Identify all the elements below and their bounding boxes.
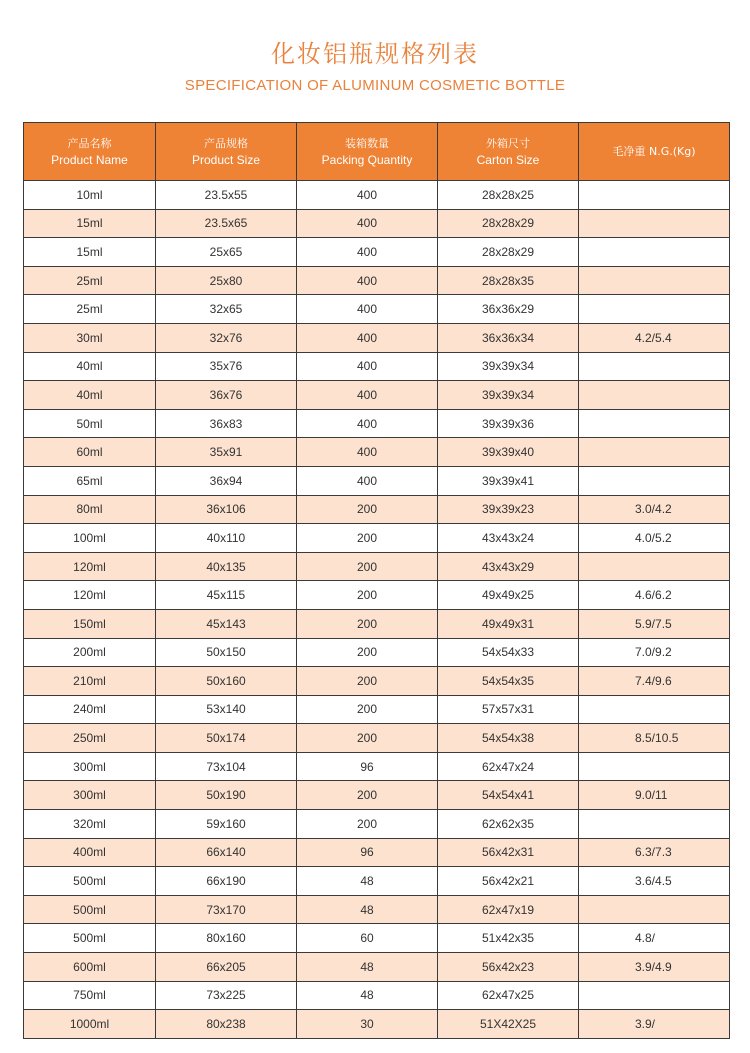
cell-product-name: 15ml xyxy=(24,209,156,238)
cell-product-size: 36x76 xyxy=(156,381,297,410)
header-en-label: Packing Quantity xyxy=(321,152,413,167)
header-cn-label: 毛净重 N.G.(Kg) xyxy=(612,144,696,158)
cell-packing-quantity: 96 xyxy=(297,838,438,867)
table-row xyxy=(24,381,730,410)
cell-weight: 3.6/4.5 xyxy=(579,867,730,896)
cell-packing-quantity: 60 xyxy=(297,924,438,953)
table-row xyxy=(24,752,730,781)
table-row xyxy=(24,438,730,467)
cell-weight xyxy=(579,381,730,410)
table-row xyxy=(24,695,730,724)
cell-weight xyxy=(579,409,730,438)
table-row xyxy=(24,524,730,553)
cell-carton-size: 28x28x29 xyxy=(438,238,579,267)
cell-product-name: 600ml xyxy=(24,953,156,982)
header-cn-label: 产品名称 xyxy=(67,136,112,150)
cell-carton-size: 36x36x29 xyxy=(438,295,579,324)
cell-product-name: 10ml xyxy=(24,181,156,210)
cell-carton-size: 62x47x19 xyxy=(438,895,579,924)
specification-table xyxy=(23,122,730,1039)
cell-product-name: 80ml xyxy=(24,495,156,524)
cell-product-name: 300ml xyxy=(24,752,156,781)
table-row xyxy=(24,981,730,1010)
cell-product-size: 50x174 xyxy=(156,724,297,753)
cell-carton-size: 43x43x24 xyxy=(438,524,579,553)
cell-product-size: 80x160 xyxy=(156,924,297,953)
cell-carton-size: 62x47x24 xyxy=(438,752,579,781)
cell-product-name: 25ml xyxy=(24,295,156,324)
cell-weight xyxy=(579,295,730,324)
cell-weight: 4.8/ xyxy=(579,924,730,953)
cell-product-size: 36x94 xyxy=(156,466,297,495)
cell-product-size: 73x225 xyxy=(156,981,297,1010)
cell-product-size: 23.5x65 xyxy=(156,209,297,238)
cell-weight xyxy=(579,266,730,295)
header-row xyxy=(24,123,730,181)
table-row xyxy=(24,409,730,438)
cell-carton-size: 49x49x31 xyxy=(438,609,579,638)
cell-packing-quantity: 400 xyxy=(297,466,438,495)
table-row xyxy=(24,838,730,867)
table-row xyxy=(24,724,730,753)
header-cn-label: 外箱尺寸 xyxy=(486,136,530,150)
cell-carton-size: 54x54x38 xyxy=(438,724,579,753)
cell-product-size: 25x65 xyxy=(156,238,297,267)
cell-packing-quantity: 400 xyxy=(297,209,438,238)
cell-weight: 8.5/10.5 xyxy=(579,724,730,753)
table-row xyxy=(24,867,730,896)
cell-weight xyxy=(579,981,730,1010)
header-en-label: Carton Size xyxy=(476,152,540,167)
cell-weight: 5.9/7.5 xyxy=(579,609,730,638)
page-title-chinese: 化妆铝瓶规格列表 xyxy=(271,40,479,68)
cell-carton-size: 54x54x33 xyxy=(438,638,579,667)
header-carton-size xyxy=(438,123,579,181)
cell-packing-quantity: 400 xyxy=(297,323,438,352)
cell-product-size: 50x150 xyxy=(156,638,297,667)
cell-product-name: 120ml xyxy=(24,552,156,581)
cell-product-size: 40x110 xyxy=(156,524,297,553)
cell-carton-size: 62x62x35 xyxy=(438,810,579,839)
cell-weight xyxy=(579,810,730,839)
table-row xyxy=(24,810,730,839)
table-row xyxy=(24,295,730,324)
cell-product-name: 750ml xyxy=(24,981,156,1010)
cell-weight: 9.0/11 xyxy=(579,781,730,810)
table-row xyxy=(24,895,730,924)
cell-weight xyxy=(579,352,730,381)
cell-carton-size: 39x39x34 xyxy=(438,381,579,410)
cell-weight xyxy=(579,695,730,724)
header-product-name xyxy=(24,123,156,181)
cell-carton-size: 39x39x40 xyxy=(438,438,579,467)
table-row xyxy=(24,953,730,982)
cell-carton-size: 54x54x35 xyxy=(438,667,579,696)
table-row xyxy=(24,1010,730,1039)
table-row xyxy=(24,181,730,210)
cell-weight xyxy=(579,181,730,210)
cell-product-size: 53x140 xyxy=(156,695,297,724)
cell-packing-quantity: 96 xyxy=(297,752,438,781)
header-en-label: Product Size xyxy=(191,152,261,167)
cell-weight xyxy=(579,752,730,781)
cell-packing-quantity: 200 xyxy=(297,581,438,610)
cell-weight: 7.4/9.6 xyxy=(579,667,730,696)
cell-product-name: 60ml xyxy=(24,438,156,467)
cell-weight xyxy=(579,209,730,238)
cell-packing-quantity: 200 xyxy=(297,495,438,524)
cell-packing-quantity: 200 xyxy=(297,524,438,553)
cell-packing-quantity: 200 xyxy=(297,552,438,581)
cell-product-name: 120ml xyxy=(24,581,156,610)
cell-product-name: 240ml xyxy=(24,695,156,724)
cell-weight: 4.0/5.2 xyxy=(579,524,730,553)
cell-product-size: 36x106 xyxy=(156,495,297,524)
table-row xyxy=(24,924,730,953)
page-title-english: SPECIFICATION OF ALUMINUM COSMETIC BOTTLE xyxy=(184,77,566,94)
cell-product-size: 35x91 xyxy=(156,438,297,467)
cell-packing-quantity: 48 xyxy=(297,867,438,896)
header-packing-quantity xyxy=(297,123,438,181)
cell-packing-quantity: 400 xyxy=(297,266,438,295)
cell-weight: 4.2/5.4 xyxy=(579,323,730,352)
cell-carton-size: 56x42x31 xyxy=(438,838,579,867)
cell-product-name: 25ml xyxy=(24,266,156,295)
cell-packing-quantity: 200 xyxy=(297,638,438,667)
cell-carton-size: 39x39x41 xyxy=(438,466,579,495)
cell-weight: 3.0/4.2 xyxy=(579,495,730,524)
table-row xyxy=(24,638,730,667)
cell-carton-size: 51X42X25 xyxy=(438,1010,579,1039)
cell-carton-size: 39x39x36 xyxy=(438,409,579,438)
cell-carton-size: 28x28x25 xyxy=(438,181,579,210)
table-row xyxy=(24,352,730,381)
cell-weight: 7.0/9.2 xyxy=(579,638,730,667)
cell-product-name: 250ml xyxy=(24,724,156,753)
cell-product-size: 73x170 xyxy=(156,895,297,924)
cell-carton-size: 51x42x35 xyxy=(438,924,579,953)
cell-weight xyxy=(579,895,730,924)
table-row xyxy=(24,466,730,495)
table-row xyxy=(24,552,730,581)
cell-product-name: 100ml xyxy=(24,524,156,553)
cell-carton-size: 57x57x31 xyxy=(438,695,579,724)
cell-packing-quantity: 400 xyxy=(297,409,438,438)
cell-product-name: 200ml xyxy=(24,638,156,667)
cell-product-name: 65ml xyxy=(24,466,156,495)
cell-product-size: 40x135 xyxy=(156,552,297,581)
cell-packing-quantity: 400 xyxy=(297,438,438,467)
cell-weight: 3.9/ xyxy=(579,1010,730,1039)
header-product-size xyxy=(156,123,297,181)
cell-weight: 3.9/4.9 xyxy=(579,953,730,982)
cell-carton-size: 39x39x23 xyxy=(438,495,579,524)
cell-carton-size: 36x36x34 xyxy=(438,323,579,352)
header-cn-label: 产品规格 xyxy=(204,136,248,150)
cell-product-name: 1000ml xyxy=(24,1010,156,1039)
table-row xyxy=(24,667,730,696)
cell-product-name: 500ml xyxy=(24,924,156,953)
table-row xyxy=(24,581,730,610)
cell-weight xyxy=(579,438,730,467)
table-row xyxy=(24,781,730,810)
cell-carton-size: 49x49x25 xyxy=(438,581,579,610)
table-row xyxy=(24,609,730,638)
header-cn-label: 装箱数量 xyxy=(345,136,389,150)
cell-packing-quantity: 200 xyxy=(297,695,438,724)
cell-carton-size: 39x39x34 xyxy=(438,352,579,381)
cell-product-size: 45x143 xyxy=(156,609,297,638)
table-row xyxy=(24,209,730,238)
cell-product-size: 35x76 xyxy=(156,352,297,381)
cell-packing-quantity: 200 xyxy=(297,724,438,753)
table-header xyxy=(24,123,730,181)
cell-packing-quantity: 400 xyxy=(297,181,438,210)
cell-carton-size: 54x54x41 xyxy=(438,781,579,810)
cell-product-size: 50x160 xyxy=(156,667,297,696)
cell-weight xyxy=(579,466,730,495)
cell-packing-quantity: 48 xyxy=(297,953,438,982)
cell-weight xyxy=(579,552,730,581)
cell-packing-quantity: 200 xyxy=(297,781,438,810)
cell-packing-quantity: 200 xyxy=(297,667,438,696)
cell-weight xyxy=(579,238,730,267)
cell-packing-quantity: 200 xyxy=(297,810,438,839)
cell-product-size: 45x115 xyxy=(156,581,297,610)
cell-packing-quantity: 400 xyxy=(297,295,438,324)
cell-product-name: 400ml xyxy=(24,838,156,867)
cell-packing-quantity: 48 xyxy=(297,981,438,1010)
cell-weight: 6.3/7.3 xyxy=(579,838,730,867)
cell-packing-quantity: 400 xyxy=(297,238,438,267)
cell-product-name: 40ml xyxy=(24,352,156,381)
cell-product-name: 300ml xyxy=(24,781,156,810)
cell-product-size: 66x140 xyxy=(156,838,297,867)
cell-product-size: 80x238 xyxy=(156,1010,297,1039)
cell-carton-size: 56x42x21 xyxy=(438,867,579,896)
cell-product-size: 23.5x55 xyxy=(156,181,297,210)
cell-product-size: 66x205 xyxy=(156,953,297,982)
header-gross-net-weight xyxy=(579,123,730,181)
cell-product-name: 500ml xyxy=(24,895,156,924)
cell-packing-quantity: 200 xyxy=(297,609,438,638)
cell-product-size: 50x190 xyxy=(156,781,297,810)
cell-product-name: 30ml xyxy=(24,323,156,352)
cell-packing-quantity: 30 xyxy=(297,1010,438,1039)
cell-carton-size: 28x28x35 xyxy=(438,266,579,295)
cell-product-size: 25x80 xyxy=(156,266,297,295)
table-body xyxy=(24,181,730,1039)
cell-product-size: 59x160 xyxy=(156,810,297,839)
cell-packing-quantity: 400 xyxy=(297,381,438,410)
table-row xyxy=(24,266,730,295)
cell-product-size: 36x83 xyxy=(156,409,297,438)
cell-product-name: 210ml xyxy=(24,667,156,696)
cell-carton-size: 43x43x29 xyxy=(438,552,579,581)
table-row xyxy=(24,323,730,352)
cell-product-name: 50ml xyxy=(24,409,156,438)
cell-product-size: 66x190 xyxy=(156,867,297,896)
cell-product-name: 500ml xyxy=(24,867,156,896)
cell-product-name: 150ml xyxy=(24,609,156,638)
table-row xyxy=(24,495,730,524)
table-row xyxy=(24,238,730,267)
cell-carton-size: 28x28x29 xyxy=(438,209,579,238)
cell-product-size: 73x104 xyxy=(156,752,297,781)
cell-product-name: 15ml xyxy=(24,238,156,267)
cell-weight: 4.6/6.2 xyxy=(579,581,730,610)
cell-product-name: 320ml xyxy=(24,810,156,839)
cell-carton-size: 56x42x23 xyxy=(438,953,579,982)
cell-product-name: 40ml xyxy=(24,381,156,410)
cell-packing-quantity: 400 xyxy=(297,352,438,381)
cell-carton-size: 62x47x25 xyxy=(438,981,579,1010)
cell-product-size: 32x76 xyxy=(156,323,297,352)
cell-product-size: 32x65 xyxy=(156,295,297,324)
cell-packing-quantity: 48 xyxy=(297,895,438,924)
header-en-label: Product Name xyxy=(51,152,128,167)
